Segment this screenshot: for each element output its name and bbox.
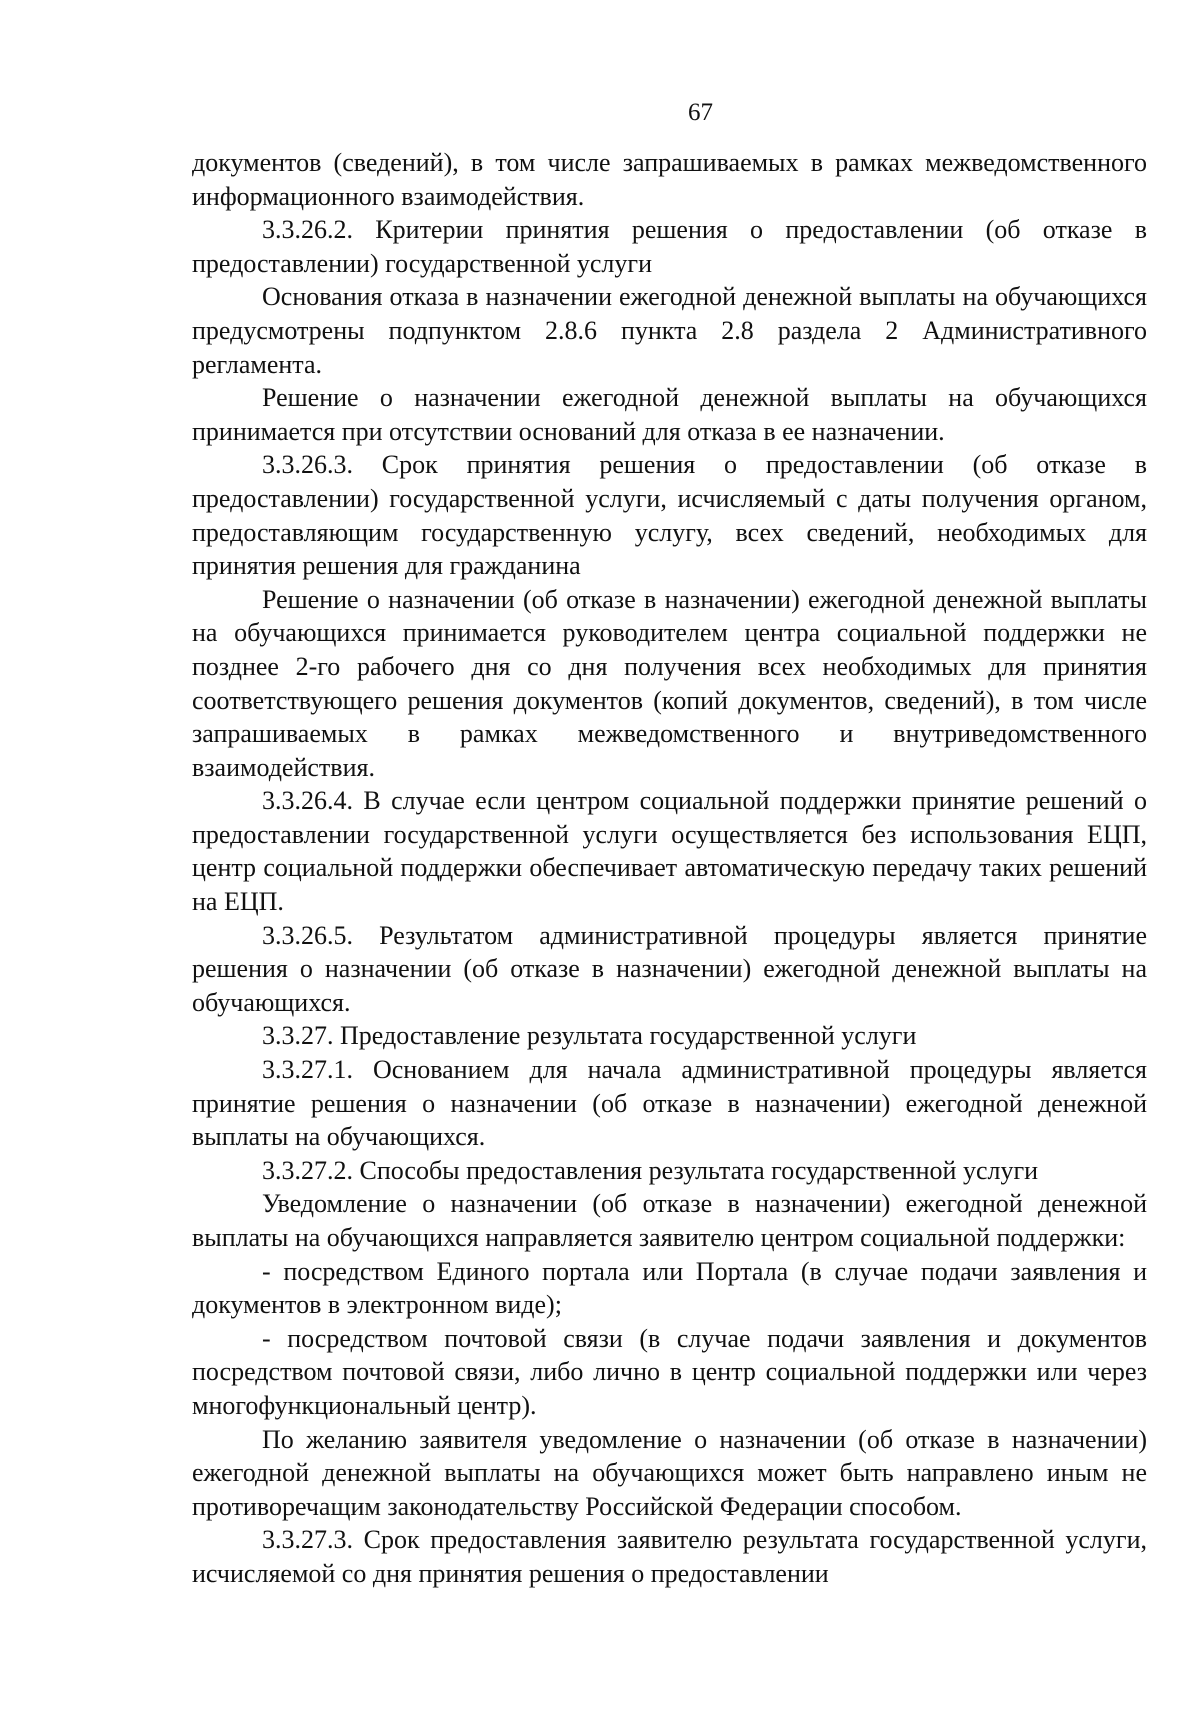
document-body (192, 146, 1147, 1591)
paragraph-notification: Уведомление о назначении (об отказе в назначении) ежегодной денежной выплаты на обучающихся направляется заявителю центром социальной поддержки: (192, 1189, 1147, 1252)
paragraph-decision-conditions: Решение о назначении ежегодной денежной выплаты на обучающихся принимается при отсутствии оснований для отказа в ее назначении. (192, 383, 1147, 446)
list-item-portal: - посредством Единого портала или Портала (в случае подачи заявления и документов в электронном виде); (192, 1256, 1147, 1320)
paragraph-3-3-27-1: 3.3.27.1. Основанием для начала административной процедуры является принятие решения о назначении (об отказе в назначении) ежегодной денежной выплаты на обучающихся. (192, 1055, 1147, 1152)
paragraph-3-3-27-2: 3.3.27.2. Способы предоставления результата государственной услуги (262, 1155, 1039, 1185)
paragraph-3-3-26-3: 3.3.26.3. Срок принятия решения о предоставлении (об отказе в предоставлении) государственной услуги, исчисляемый с даты получения органом, предоставляющим государственную услугу, всех сведений, необходимых для принятия решения для гражданина (192, 450, 1147, 581)
paragraph-3-3-27-3: 3.3.27.3. Срок предоставления заявителю результата государственной услуги, исчисляемой со дня принятия решения о предоставлении (192, 1525, 1147, 1588)
page-number: 67 (688, 99, 713, 126)
paragraph-decision-deadline: Решение о назначении (об отказе в назначении) ежегодной денежной выплаты на обучающихся принимается руководителем центра социальной поддержки не позднее 2-го рабочего дня со дня получения всех необходимых для принятия соответствующего решения документов (копий документов, сведений), в том числе запрашиваемых в рамках межведомственного и внутриведомственного взаимодействия. (192, 584, 1147, 782)
paragraph-applicant-wish: По желанию заявителя уведомление о назначении (об отказе в назначении) ежегодной денежной выплаты на обучающихся может быть направлено иным не противоречащим законодательству Российской Федерации способом. (192, 1424, 1147, 1521)
paragraph-3-3-26-4: 3.3.26.4. В случае если центром социальной поддержки принятие решений о предоставлении государственной услуги осуществляется без использования ЕЦП, центр социальной поддержки обеспечивает автоматическую передачу таких решений на ЕЦП. (192, 786, 1147, 917)
paragraph-3-3-26-5: 3.3.26.5. Результатом административной процедуры является принятие решения о назначении (об отказе в назначении) ежегодной денежной выплаты на обучающихся. (192, 920, 1147, 1017)
paragraph-3-3-27: 3.3.27. Предоставление результата государственной услуги (262, 1021, 917, 1051)
list-item-postal: - посредством почтовой связи (в случае подачи заявления и документов посредством почтовой связи, либо лично в центр социальной поддержки или через многофункциональный центр). (192, 1323, 1147, 1420)
paragraph-3-3-26-2: 3.3.26.2. Критерии принятия решения о предоставлении (об отказе в предоставлении) государственной услуги (192, 215, 1147, 278)
paragraph-continuation: документов (сведений), в том числе запрашиваемых в рамках межведомственного информационного взаимодействия. (192, 148, 1147, 211)
paragraph-refusal-grounds: Основания отказа в назначении ежегодной денежной выплаты на обучающихся предусмотрены подпунктом 2.8.6 пункта 2.8 раздела 2 Административного регламента. (192, 282, 1147, 379)
